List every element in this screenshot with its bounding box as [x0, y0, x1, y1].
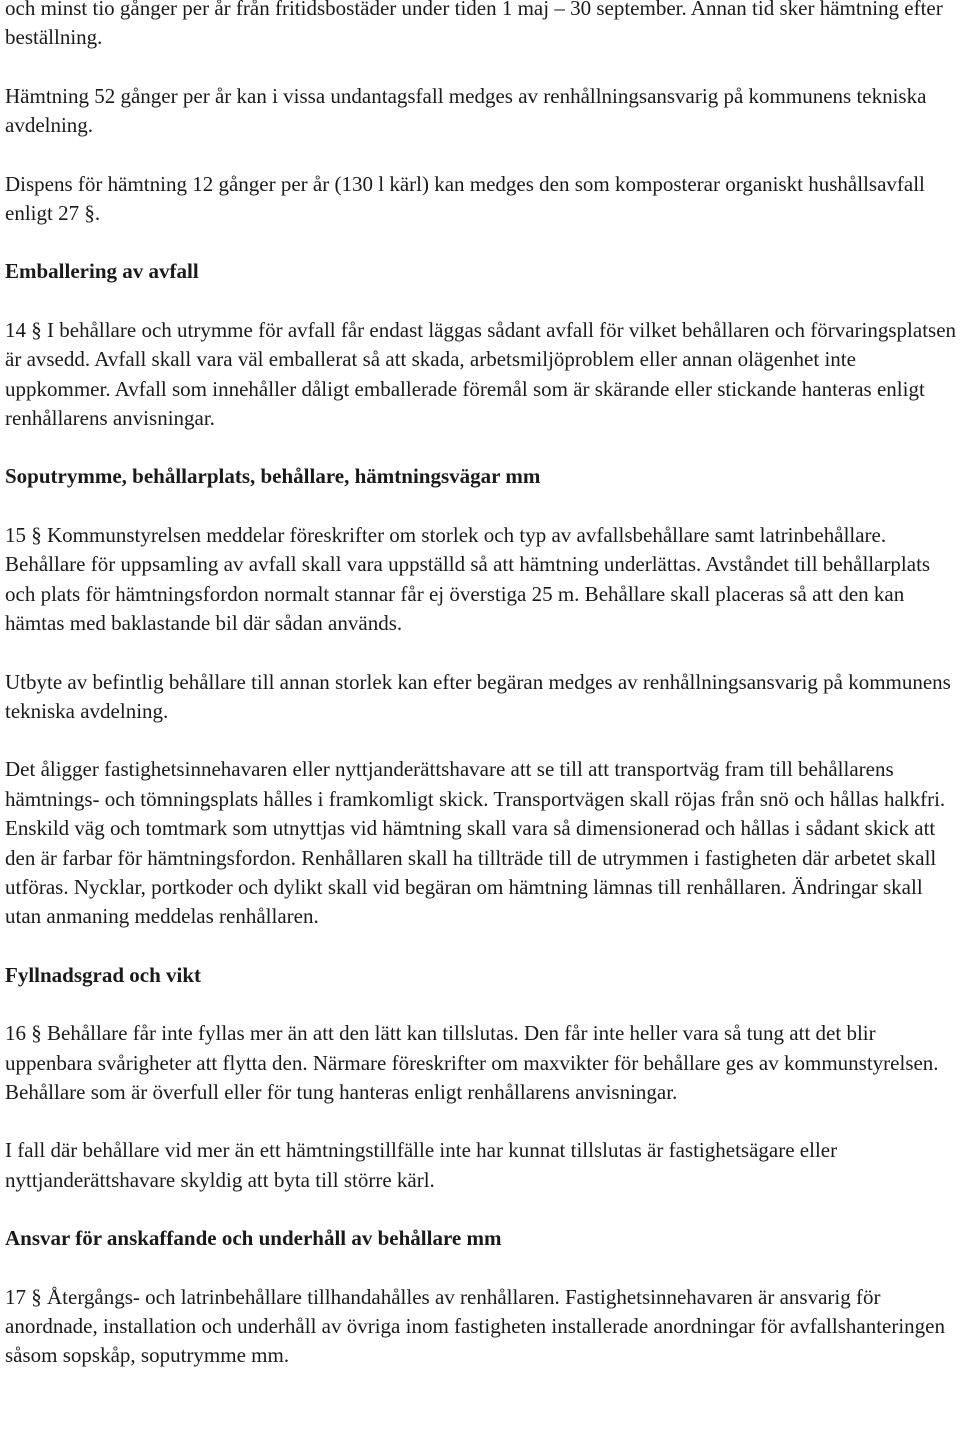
- paragraph-hamtning-52: Hämtning 52 gånger per år kan i vissa undantagsfall medges av renhållningsansvarig på kommunens tekniska avdelning.: [5, 83, 927, 138]
- paragraph-aligger: Det åligger fastighetsinnehavaren eller nyttjanderättshavare att se till att transportväg fram till behållarens hämtnings- och tömningsplats hålles i framkomligt skick. Transportvägen skall röjas från snö och hållas halkfri. Enskild väg och tomtmark som utnyttjas vid hämtning skall vara så dimensionerad och hållas i sådant skick att den är farbar för hämtningsfordon. Renhållaren skall ha tillträde till de utrymmen i fastigheten där arbetet skall utföras. Nycklar, portkoder och dylikt skall vid begäran om hämtning lämnas till renhållaren. Ändringar skall utan anmaning meddelas renhållaren.: [5, 757, 946, 929]
- paragraph-section-16: 16 § Behållare får inte fyllas mer än att den lätt kan tillslutas. Den får inte heller vara så tung att det blir uppenbara svårigheter att flytta den. Närmare föreskrifter om maxvikter för behållare ges av kommunstyrelsen. Behållare som är överfull eller för tung hanteras enligt renhållarens anvisningar.: [5, 1021, 939, 1104]
- document-body: [5, 0, 957, 1400]
- heading-emballering: Emballering av avfall: [5, 259, 199, 284]
- paragraph-section-14: 14 § I behållare och utrymme för avfall får endast läggas sådant avfall för vilket behållaren och förvaringsplatsen är avsedd. Avfall skall vara väl emballerat så att skada, arbetsmiljöproblem eller annan olägenhet inte uppkommer. Avfall som innehåller dåligt emballerade föremål som är skärande eller stickande hanteras enligt renhållarens anvisningar.: [5, 317, 957, 431]
- paragraph-intro: och minst tio gånger per år från fritidsbostäder under tiden 1 maj – 30 september. Annan tid sker hämtning efter beställning.: [5, 0, 943, 50]
- paragraph-ifall: I fall där behållare vid mer än ett hämtningstillfälle inte har kunnat tillslutas är fastighetsägare eller nyttjanderättshavare skyldig att byta till större kärl.: [5, 1138, 838, 1192]
- heading-fyllnadsgrad: Fyllnadsgrad och vikt: [5, 962, 202, 987]
- paragraph-section-15: 15 § Kommunstyrelsen meddelar föreskrifter om storlek och typ av avfallsbehållare samt latrinbehållare. Behållare för uppsamling av avfall skall vara uppställd så att hämtning underlättas. Avståndet till behållarplats och plats för hämtningsfordon normalt stannar får ej överstiga 25 m. Behållare skall placeras så att den kan hämtas med baklastande bil där sådan används.: [5, 522, 931, 636]
- paragraph-dispens: Dispens för hämtning 12 gånger per år (130 l kärl) kan medges den som komposterar organiskt hushållsavfall enligt 27 §.: [5, 171, 925, 226]
- paragraph-section-17: 17 § Återgångs- och latrinbehållare tillhandahålles av renhållaren. Fastighetsinnehavaren är ansvarig för anordnade, installation och underhåll av övriga inom fastigheten installerade anordningar för avfallshanteringen såsom sopskåp, soputrymme mm.: [5, 1284, 946, 1368]
- heading-ansvar: Ansvar för anskaffande och underhåll av behållare mm: [5, 1226, 502, 1251]
- heading-soputrymme: Soputrymme, behållarplats, behållare, hämtningsvägar mm: [5, 464, 541, 489]
- paragraph-utbyte: Utbyte av befintlig behållare till annan storlek kan efter begäran medges av renhållningsansvarig på kommunens tekniska avdelning.: [5, 669, 951, 723]
